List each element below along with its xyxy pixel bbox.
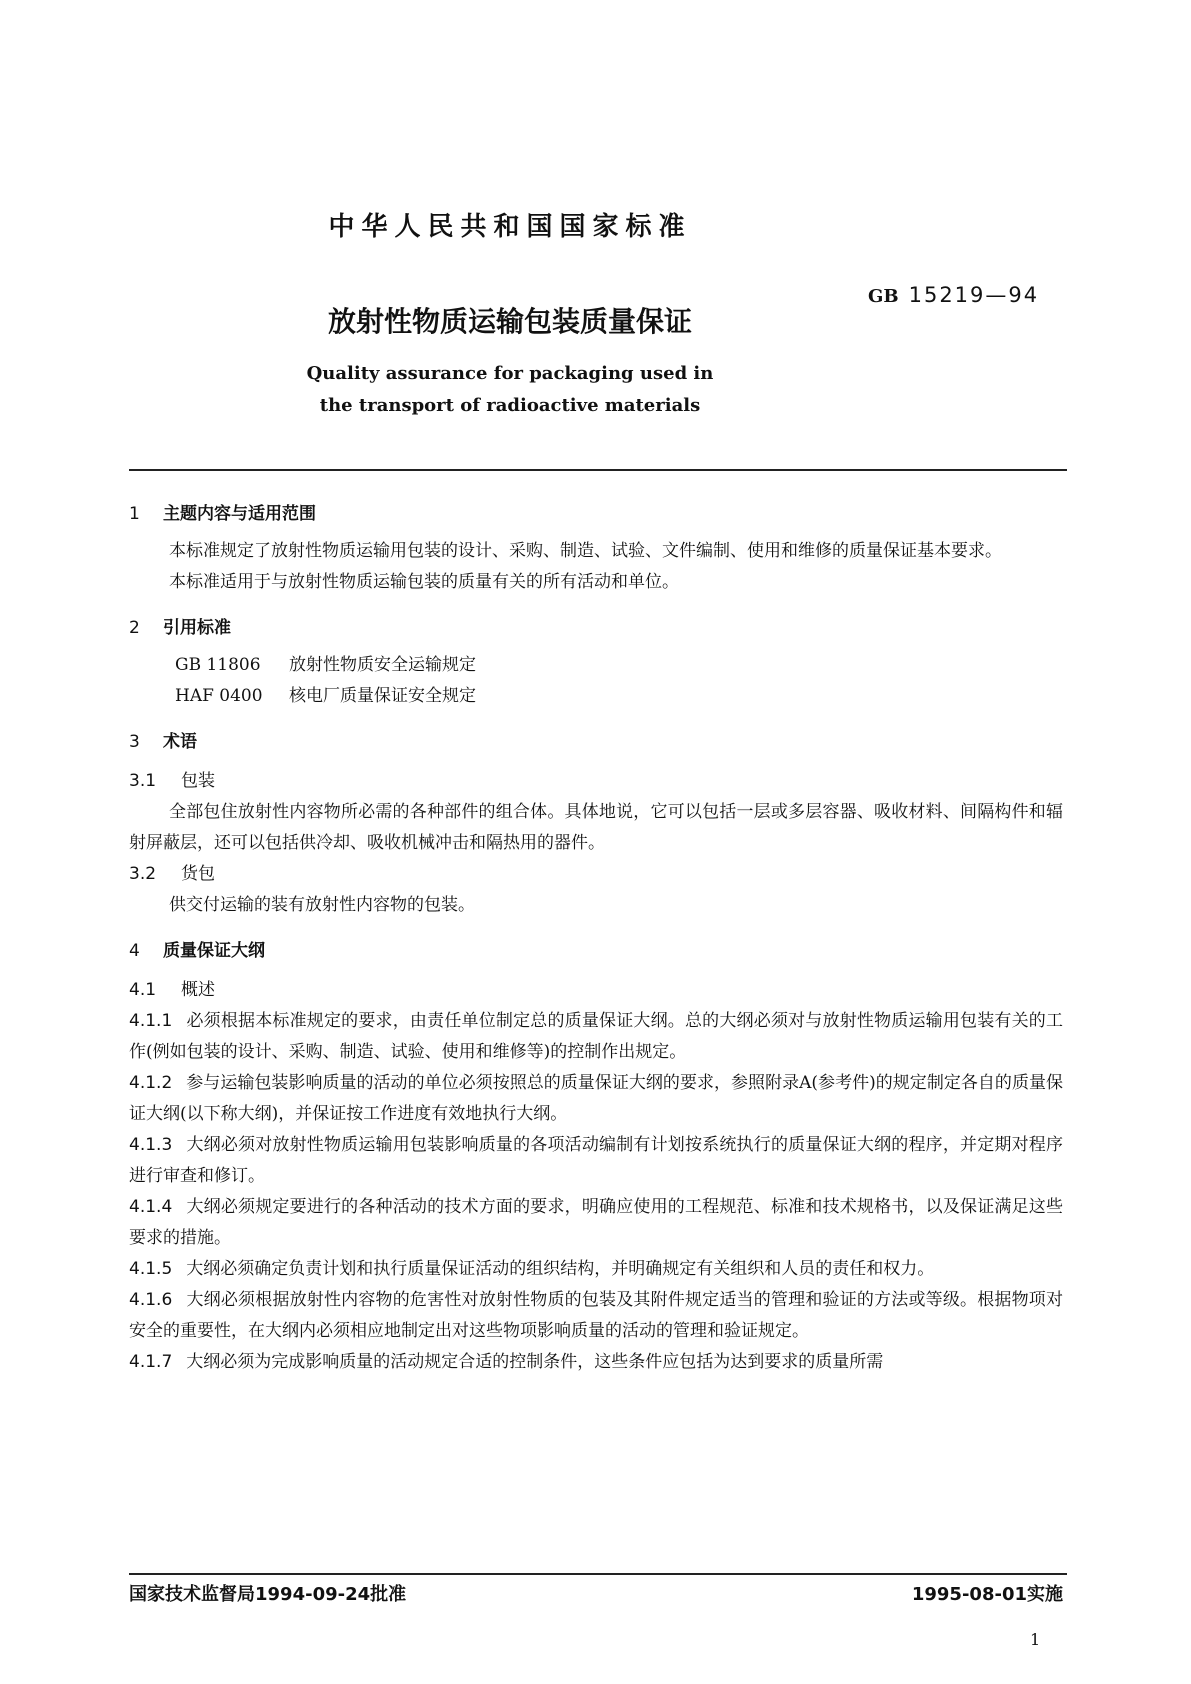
reference-item xyxy=(129,681,1063,712)
clause-4-1-4 xyxy=(129,1192,1063,1254)
clause-4-1-3 xyxy=(129,1130,1063,1192)
header-divider xyxy=(129,469,1067,471)
subsection-title: 货包 xyxy=(181,864,215,884)
section-1-heading xyxy=(129,498,1063,530)
section-number: 1 xyxy=(129,504,140,524)
subsection-title: 概述 xyxy=(181,980,215,1000)
clause-text: 大纲必须确定负责计划和执行质量保证活动的组织结构，并明确规定有关组织和人员的责任和权力。 xyxy=(186,1259,935,1279)
section-3-heading xyxy=(129,726,1063,758)
document-title-cn: 放射性物质运输包装质量保证 xyxy=(327,305,692,338)
subsection-3-2-heading xyxy=(129,859,1063,890)
clause-4-1-6 xyxy=(129,1285,1063,1347)
section-title: 质量保证大纲 xyxy=(163,941,265,961)
clause-text: 大纲必须为完成影响质量的活动规定合适的控制条件，这些条件应包括为达到要求的质量所需 xyxy=(186,1352,884,1372)
section-number: 2 xyxy=(129,618,140,638)
clause-number: 4.1.4 xyxy=(129,1197,173,1217)
reference-item xyxy=(129,650,1063,681)
page-number: 1 xyxy=(1030,1630,1041,1649)
clause-4-1-1 xyxy=(129,1006,1063,1068)
clause-text: 参与运输包装影响质量的活动的单位必须按照总的质量保证大纲的要求，参照附录A(参考件)的规定制定各自的质量保证大纲(以下称大纲)，并保证按工作进度有效地执行大纲。 xyxy=(129,1073,1063,1124)
reference-code: HAF 0400 xyxy=(175,686,263,706)
national-standard-heading: 中华人民共和国国家标准 xyxy=(328,212,692,242)
gb-number: 15219—94 xyxy=(908,283,1040,307)
section-title: 主题内容与适用范围 xyxy=(163,504,316,524)
subsection-number: 3.1 xyxy=(129,771,157,791)
section-number: 3 xyxy=(129,732,140,752)
reference-name: 放射性物质安全运输规定 xyxy=(289,655,476,675)
clause-number: 4.1.5 xyxy=(129,1259,173,1279)
clause-number: 4.1.3 xyxy=(129,1135,173,1155)
section-title: 术语 xyxy=(163,732,197,752)
clause-text: 大纲必须根据放射性内容物的危害性对放射性物质的包装及其附件规定适当的管理和验证的方法或等级。根据物项对安全的重要性，在大纲内必须相应地制定出对这些物项影响质量的活动的管理和验证规定。 xyxy=(129,1290,1063,1341)
approval-date: 国家技术监督局1994-09-24批准 xyxy=(129,1584,407,1605)
document-body xyxy=(129,498,1063,1378)
title-en-line-1: Quality assurance for packaging used in xyxy=(306,363,714,384)
clause-number: 4.1.1 xyxy=(129,1011,173,1031)
clause-number: 4.1.7 xyxy=(129,1352,173,1372)
subsection-number: 3.2 xyxy=(129,864,157,884)
reference-name: 核电厂质量保证安全规定 xyxy=(289,686,476,706)
clause-text: 大纲必须对放射性物质运输用包装影响质量的各项活动编制有计划按系统执行的质量保证大纲的程序，并定期对程序进行审查和修订。 xyxy=(129,1135,1063,1186)
subsection-number: 4.1 xyxy=(129,980,157,1000)
section-title: 引用标准 xyxy=(163,618,231,638)
document-title-en xyxy=(0,358,1020,422)
clause-number: 4.1.6 xyxy=(129,1290,173,1310)
effective-date: 1995-08-01实施 xyxy=(911,1584,1063,1605)
reference-code: GB 11806 xyxy=(175,655,261,675)
section-4-heading xyxy=(129,935,1063,967)
clause-number: 4.1.2 xyxy=(129,1073,173,1093)
subsection-title: 包装 xyxy=(181,771,215,791)
section-number: 4 xyxy=(129,941,140,961)
subsection-4-1-heading xyxy=(129,975,1063,1006)
title-en-line-2: the transport of radioactive materials xyxy=(319,395,701,416)
clause-text: 必须根据本标准规定的要求，由责任单位制定总的质量保证大纲。总的大纲必须对与放射性物质运输用包装有关的工作(例如包装的设计、采购、制造、试验、使用和维修等)的控制作出规定。 xyxy=(129,1011,1063,1062)
clause-text: 大纲必须规定要进行的各种活动的技术方面的要求，明确应使用的工程规范、标准和技术规格书，以及保证满足这些要求的措施。 xyxy=(129,1197,1063,1248)
clause-4-1-7 xyxy=(129,1347,1063,1378)
section-1-paragraph: 本标准规定了放射性物质运输用包装的设计、采购、制造、试验、文件编制、使用和维修的质量保证基本要求。 xyxy=(169,541,1002,561)
gb-prefix: GB xyxy=(868,286,899,307)
clause-4-1-2 xyxy=(129,1068,1063,1130)
term-definition: 全部包住放射性内容物所必需的各种部件的组合体。具体地说，它可以包括一层或多层容器、吸收材料、间隔构件和辐射屏蔽层，还可以包括供冷却、吸收机械冲击和隔热用的器件。 xyxy=(129,802,1063,853)
section-1-paragraph: 本标准适用于与放射性物质运输包装的质量有关的所有活动和单位。 xyxy=(169,572,679,592)
footer-divider xyxy=(129,1573,1067,1575)
subsection-3-1-heading xyxy=(129,766,1063,797)
term-definition: 供交付运输的装有放射性内容物的包装。 xyxy=(169,895,475,915)
clause-4-1-5 xyxy=(129,1254,1063,1285)
section-2-heading xyxy=(129,612,1063,644)
